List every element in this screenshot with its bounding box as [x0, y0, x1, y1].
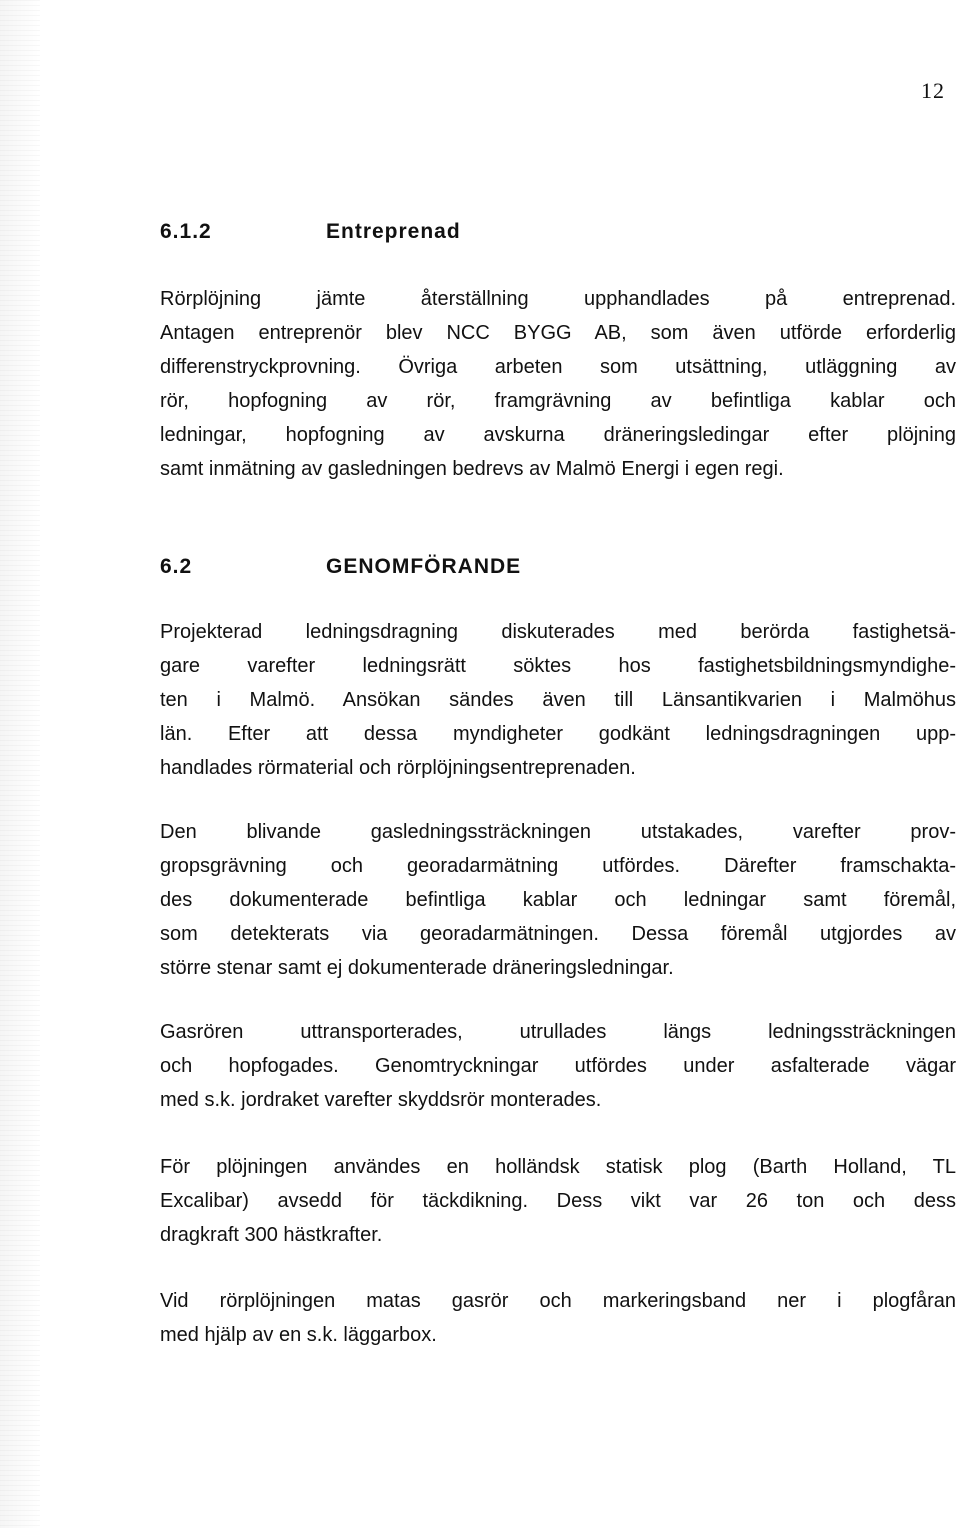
section-title: GENOMFÖRANDE	[326, 555, 522, 578]
paragraph-entreprenad	[160, 282, 956, 486]
text-line: des dokumenterade befintliga kablar och ledningar samt föremål,	[160, 889, 956, 911]
text-line: som detekterats via georadarmätningen. Dessa föremål utgjordes av	[160, 923, 956, 945]
text-line: Projekterad ledningsdragning diskuterades med berörda fastighetsä-	[160, 621, 956, 643]
text-line: Excalibar) avsedd för täckdikning. Dess vikt var 26 ton och dess	[160, 1190, 956, 1212]
text-line: handlades rörmaterial och rörplöjningsentreprenaden.	[160, 757, 636, 779]
paragraph-laggarbox	[160, 1284, 956, 1352]
text-line: Rörplöjning jämte återställning upphandlades på entreprenad.	[160, 288, 956, 310]
text-line: Den blivande gasledningssträckningen utstakades, varefter prov-	[160, 821, 956, 843]
text-line: län. Efter att dessa myndigheter godkänt ledningsdragningen upp-	[160, 723, 956, 745]
text-line: rör, hopfogning av rör, framgrävning av befintliga kablar och	[160, 390, 956, 412]
page-number: 12	[921, 78, 945, 103]
text-line: dragkraft 300 hästkrafter.	[160, 1224, 383, 1246]
text-line: ledningar, hopfogning av avskurna dräneringsledingar efter plöjning	[160, 424, 956, 446]
text-line: Gasrören uttransporterades, utrullades längs ledningssträckningen	[160, 1021, 956, 1043]
text-line: med hjälp av en s.k. läggarbox.	[160, 1324, 437, 1346]
text-line: större stenar samt ej dokumenterade dräneringsledningar.	[160, 957, 674, 979]
text-line: med s.k. jordraket varefter skyddsrör monterades.	[160, 1089, 602, 1111]
text-line: För plöjningen användes en holländsk statisk plog (Barth Holland, TL	[160, 1156, 956, 1178]
text-line: gare varefter ledningsrätt söktes hos fastighetsbildningsmyndighe-	[160, 655, 956, 677]
text-line: samt inmätning av gasledningen bedrevs av Malmö Energi i egen regi.	[160, 458, 784, 480]
text-line: ten i Malmö. Ansökan sändes även till Länsantikvarien i Malmöhus	[160, 689, 956, 711]
section-number: 6.1.2	[160, 220, 212, 243]
text-line: differenstryckprovning. Övriga arbeten som utsättning, utläggning av	[160, 356, 956, 378]
paragraph-gasror	[160, 1015, 956, 1117]
text-line: gropsgrävning och georadarmätning utfördes. Därefter framschakta-	[160, 855, 956, 877]
scan-edge-artifact	[0, 0, 40, 1528]
text-line: Vid rörplöjningen matas gasrör och markeringsband ner i plogfåran	[160, 1290, 956, 1312]
paragraph-projektering	[160, 615, 956, 785]
section-heading-6-2	[160, 555, 521, 579]
paragraph-plog	[160, 1150, 956, 1252]
text-line: Antagen entreprenör blev NCC BYGG AB, som även utförde erforderlig	[160, 322, 956, 344]
section-heading-6-1-2	[160, 220, 461, 244]
paragraph-utstakning	[160, 815, 956, 985]
text-line: och hopfogades. Genomtryckningar utfördes under asfalterade vägar	[160, 1055, 956, 1077]
section-number: 6.2	[160, 555, 193, 578]
section-title: Entreprenad	[326, 220, 461, 243]
